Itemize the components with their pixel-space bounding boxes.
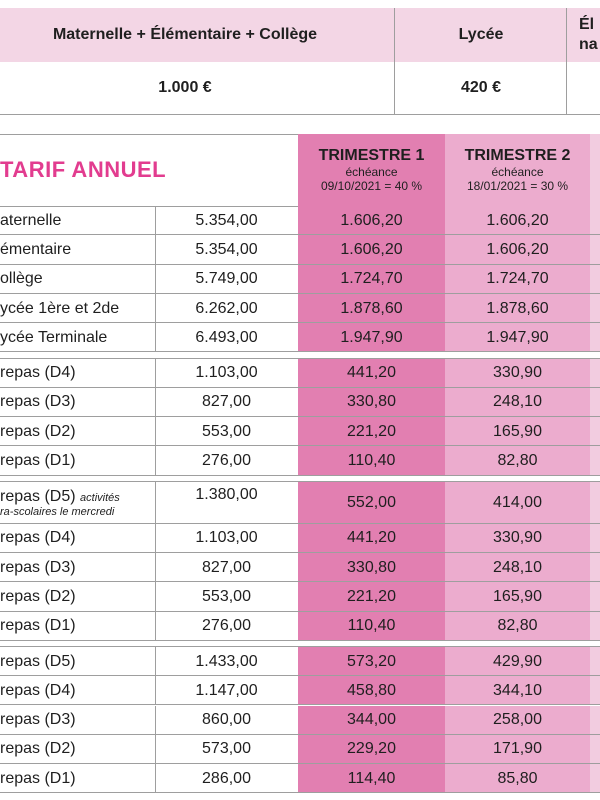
row-label: ollège <box>0 270 43 288</box>
table-row <box>0 235 600 264</box>
header-trimestre-1 <box>298 134 445 206</box>
table-row <box>0 553 600 582</box>
annual-fee-cell: 276,00 <box>202 452 251 470</box>
row-label: repas (D4) <box>0 364 76 382</box>
tarif-annuel-title: TARIF ANNUEL <box>0 157 167 182</box>
table-row <box>0 388 600 417</box>
trimestre-2-echeance: échéance <box>491 165 544 179</box>
trimestre-1-cell: 330,80 <box>298 388 445 417</box>
trimestre-1-date: 09/10/2021 = 40 % <box>320 179 423 193</box>
trimestre-1-cell: 573,20 <box>298 647 445 676</box>
row-label: repas (D2) <box>0 422 76 440</box>
trimestre-3-cell <box>590 482 600 524</box>
row-label: repas (D5) <box>0 652 76 670</box>
column-divider <box>155 582 156 611</box>
row-label: repas (D1) <box>0 452 76 470</box>
column-divider <box>155 235 156 264</box>
trimestre-1-cell: 330,80 <box>298 553 445 582</box>
table-row <box>0 323 600 352</box>
column-divider <box>155 647 156 676</box>
annual-fee-cell: 276,00 <box>202 617 251 635</box>
column-divider <box>155 417 156 446</box>
table-row <box>0 706 600 735</box>
trimestre-1-cell: 1.878,60 <box>298 294 445 323</box>
trimestre-1-cell: 1.947,90 <box>298 323 445 352</box>
row-label: repas (D4) <box>0 681 76 699</box>
table-row <box>0 524 600 553</box>
trimestre-3-cell <box>590 206 600 235</box>
trimestre-2-cell: 258,00 <box>445 706 590 735</box>
trimestre-2-cell: 1.606,20 <box>445 206 590 235</box>
trimestre-1-title: TRIMESTRE 1 <box>318 147 425 164</box>
table-border <box>0 114 600 115</box>
trimestre-2-cell: 330,90 <box>445 359 590 388</box>
trimestre-1-cell: 221,20 <box>298 417 445 446</box>
trimestre-3-cell <box>590 359 600 388</box>
value-truncated <box>566 62 600 114</box>
trimestre-2-cell: 248,10 <box>445 553 590 582</box>
value-lycee: 420 € <box>394 62 567 114</box>
trimestre-3-cell <box>590 524 600 553</box>
annual-fee-cell: 553,00 <box>202 422 251 440</box>
table-row <box>0 294 600 323</box>
row-label: repas (D3) <box>0 711 76 729</box>
header-lycee: Lycée <box>394 8 567 62</box>
trimestre-2-date: 18/01/2021 = 30 % <box>466 179 569 193</box>
trimestre-3-cell <box>590 676 600 705</box>
trimestre-2-cell: 165,90 <box>445 582 590 611</box>
trimestre-1-cell: 441,20 <box>298 359 445 388</box>
row-label: ycée 1ère et 2de <box>0 299 120 317</box>
trimestre-2-cell: 330,90 <box>445 524 590 553</box>
row-note: ra-scolaires le mercredi <box>0 505 115 518</box>
column-divider <box>155 388 156 417</box>
table-row <box>0 265 600 294</box>
trimestre-2-cell: 171,90 <box>445 735 590 764</box>
annual-fee-cell: 1.147,00 <box>195 681 258 699</box>
trimestre-1-echeance: échéance <box>345 165 398 179</box>
column-divider <box>155 764 156 793</box>
trimestre-3-cell <box>590 553 600 582</box>
row-label: repas (D4) <box>0 529 76 547</box>
trimestre-1-cell: 110,40 <box>298 446 445 475</box>
row-label: repas (D3) <box>0 393 76 411</box>
column-divider <box>155 553 156 582</box>
column-divider <box>155 524 156 553</box>
annual-fee-cell: 1.433,00 <box>195 652 258 670</box>
trimestre-2-cell: 1.606,20 <box>445 235 590 264</box>
trimestre-1-cell: 1.724,70 <box>298 265 445 294</box>
trimestre-1-cell: 110,40 <box>298 612 445 641</box>
column-divider <box>155 676 156 705</box>
annual-fee-cell: 5.749,00 <box>195 270 258 288</box>
header-maternelle-college: Maternelle + Élémentaire + Collège <box>52 26 318 43</box>
header-truncated-line2: na <box>579 36 598 53</box>
column-divider <box>155 446 156 475</box>
table-row <box>0 359 600 388</box>
trimestre-2-cell: 248,10 <box>445 388 590 417</box>
column-divider <box>155 482 156 524</box>
table-row <box>0 482 600 524</box>
trimestre-3-cell <box>590 294 600 323</box>
annual-fee-cell: 5.354,00 <box>195 211 258 229</box>
annual-fee-cell: 860,00 <box>202 711 251 729</box>
trimestre-3-cell <box>590 323 600 352</box>
trimestre-2-cell: 1.947,90 <box>445 323 590 352</box>
table-row <box>0 764 600 793</box>
row-note: activités <box>80 491 120 504</box>
row-label: aternelle <box>0 211 62 229</box>
trimestre-1-cell: 1.606,20 <box>298 206 445 235</box>
fee-header-row <box>0 8 600 62</box>
row-border <box>0 792 600 793</box>
trimestre-2-cell: 165,90 <box>445 417 590 446</box>
table-row <box>0 612 600 641</box>
table-row <box>0 446 600 475</box>
annual-fee-cell: 1.103,00 <box>195 364 258 382</box>
trimestre-1-cell: 221,20 <box>298 582 445 611</box>
column-divider <box>155 206 156 235</box>
trimestre-3-cell <box>590 647 600 676</box>
trimestre-1-cell: 229,20 <box>298 735 445 764</box>
trimestre-2-cell: 1.878,60 <box>445 294 590 323</box>
trimestre-2-cell: 344,10 <box>445 676 590 705</box>
trimestre-1-cell: 441,20 <box>298 524 445 553</box>
table-row <box>0 647 600 676</box>
fee-value-row <box>0 62 600 114</box>
table-row <box>0 206 600 235</box>
annual-fee-cell: 6.262,00 <box>195 299 258 317</box>
trimestre-2-cell: 429,90 <box>445 647 590 676</box>
trimestre-3-cell <box>590 582 600 611</box>
trimestre-1-cell: 552,00 <box>298 482 445 524</box>
row-label: repas (D2) <box>0 740 76 758</box>
value-maternelle-college: 1.000 € <box>158 79 212 96</box>
trimestre-3-cell <box>590 612 600 641</box>
column-divider <box>155 359 156 388</box>
trimestre-3-cell <box>590 417 600 446</box>
annual-fee-cell: 1.103,00 <box>195 529 258 547</box>
row-label: repas (D3) <box>0 558 76 576</box>
school-fee-table <box>0 0 600 118</box>
trimestre-3-cell <box>590 388 600 417</box>
row-label: émentaire <box>0 240 72 258</box>
annual-fee-cell: 553,00 <box>202 587 251 605</box>
annual-fee-cell: 286,00 <box>202 769 251 787</box>
annual-fee-cell: 6.493,00 <box>195 328 258 346</box>
header-trimestre-3-truncated <box>590 134 600 206</box>
trimestre-1-cell: 114,40 <box>298 764 445 793</box>
trimestre-3-cell <box>590 706 600 735</box>
trimestre-2-cell: 85,80 <box>445 764 590 793</box>
trimestre-3-cell <box>590 235 600 264</box>
column-divider <box>155 735 156 764</box>
column-divider <box>155 706 156 735</box>
annual-fee-cell: 1.380,00 <box>195 485 258 503</box>
annual-fee-cell: 827,00 <box>202 393 251 411</box>
header-trimestre-2 <box>445 134 590 206</box>
trimestre-2-cell: 82,80 <box>445 446 590 475</box>
row-label <box>0 482 155 524</box>
trimestre-3-cell <box>590 446 600 475</box>
trimestre-2-cell: 1.724,70 <box>445 265 590 294</box>
row-label: repas (D2) <box>0 587 76 605</box>
annual-fee-cell: 5.354,00 <box>195 240 258 258</box>
trimestre-3-cell <box>590 764 600 793</box>
column-divider <box>155 323 156 352</box>
trimestre-1-cell: 344,00 <box>298 706 445 735</box>
annual-fee-table <box>0 134 600 800</box>
annual-fee-cell: 827,00 <box>202 558 251 576</box>
row-label-line <box>0 488 120 506</box>
header-eleves-truncated <box>566 8 600 62</box>
header-truncated-line1: Él <box>579 16 595 33</box>
row-label: repas (D1) <box>0 769 76 787</box>
table-row <box>0 676 600 705</box>
column-divider <box>155 612 156 641</box>
row-label-text: repas (D5) <box>0 487 76 505</box>
trimestre-1-cell: 1.606,20 <box>298 235 445 264</box>
trimestre-1-cell: 458,80 <box>298 676 445 705</box>
annual-fee-cell: 573,00 <box>202 740 251 758</box>
column-divider <box>155 265 156 294</box>
table-row <box>0 735 600 764</box>
trimestre-2-title: TRIMESTRE 2 <box>464 147 571 164</box>
trimestre-2-cell: 414,00 <box>445 482 590 524</box>
column-divider <box>155 294 156 323</box>
row-label: ycée Terminale <box>0 328 108 346</box>
trimestre-3-cell <box>590 735 600 764</box>
table-row <box>0 582 600 611</box>
table-row <box>0 417 600 446</box>
trimestre-2-cell: 82,80 <box>445 612 590 641</box>
trimestre-3-cell <box>590 265 600 294</box>
row-label: repas (D1) <box>0 617 76 635</box>
